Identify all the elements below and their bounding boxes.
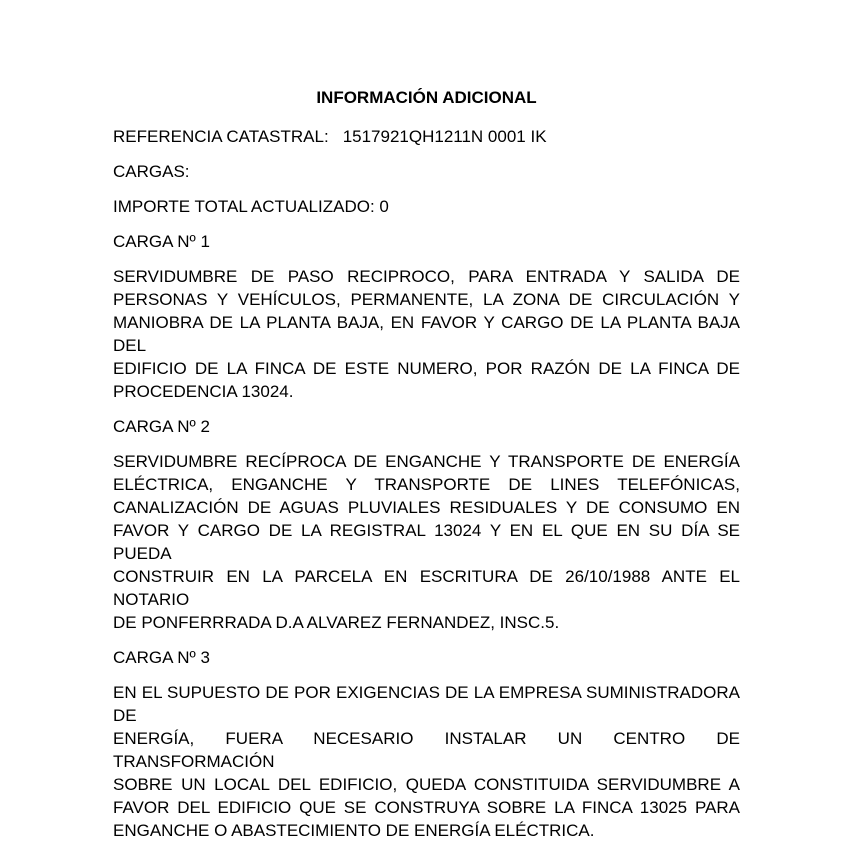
referencia-catastral-label: REFERENCIA CATASTRAL: [113, 127, 329, 146]
paragraph-line: DE PONFERRRADA D.A ALVAREZ FERNANDEZ, INSC.5. [113, 613, 560, 632]
referencia-catastral-row [113, 125, 740, 148]
paragraph-line: FAVOR DEL EDIFICIO QUE SE CONSTRUYA SOBRE LA FINCA 13025 PARA [113, 798, 740, 817]
paragraph-line: CONSTRUIR EN LA PARCELA EN ESCRITURA DE 26/10/1988 ANTE EL NOTARIO [113, 567, 740, 609]
paragraph-line: ENGANCHE O ABASTECIMIENTO DE ENERGÍA ELÉCTRICA. [113, 821, 595, 840]
carga-2-heading: CARGA Nº 2 [113, 417, 210, 436]
paragraph-line: FAVOR Y CARGO DE LA REGISTRAL 13024 Y EN EL QUE EN SU DÍA SE PUEDA [113, 521, 740, 563]
paragraph-line: EDIFICIO DE LA FINCA DE ESTE NUMERO, POR RAZÓN DE LA FINCA DE [113, 359, 740, 378]
carga-1-paragraph [113, 265, 740, 403]
paragraph-line: CANALIZACIÓN DE AGUAS PLUVIALES RESIDUALES Y DE CONSUMO EN [113, 498, 740, 517]
paragraph-line: MANIOBRA DE LA PLANTA BAJA, EN FAVOR Y CARGO DE LA PLANTA BAJA DEL [113, 313, 740, 355]
importe-total-actualizado: IMPORTE TOTAL ACTUALIZADO: 0 [113, 197, 389, 216]
paragraph-line: SOBRE UN LOCAL DEL EDIFICIO, QUEDA CONSTITUIDA SERVIDUMBRE A [113, 775, 740, 794]
paragraph-line: ENERGÍA, FUERA NECESARIO INSTALAR UN CENTRO DE TRANSFORMACIÓN [113, 729, 740, 771]
document-title: INFORMACIÓN ADICIONAL [316, 88, 537, 107]
paragraph-line: ELÉCTRICA, ENGANCHE Y TRANSPORTE DE LINES TELEFÓNICAS, [113, 475, 740, 494]
carga-3-heading: CARGA Nº 3 [113, 648, 210, 667]
cargas-heading: CARGAS: [113, 162, 190, 181]
carga-1-heading: CARGA Nº 1 [113, 232, 210, 251]
carga-3-paragraph [113, 681, 740, 842]
paragraph-line: PERSONAS Y VEHÍCULOS, PERMANENTE, LA ZONA DE CIRCULACIÓN Y [113, 290, 740, 309]
paragraph-line: EN EL SUPUESTO DE POR EXIGENCIAS DE LA EMPRESA SUMINISTRADORA DE [113, 683, 740, 725]
paragraph-line: SERVIDUMBRE RECÍPROCA DE ENGANCHE Y TRANSPORTE DE ENERGÍA [113, 452, 740, 471]
carga-2-paragraph [113, 450, 740, 634]
paragraph-line: PROCEDENCIA 13024. [113, 382, 294, 401]
referencia-catastral-value: 1517921QH1211N 0001 IK [342, 127, 547, 146]
paragraph-line: SERVIDUMBRE DE PASO RECIPROCO, PARA ENTRADA Y SALIDA DE [113, 267, 740, 286]
